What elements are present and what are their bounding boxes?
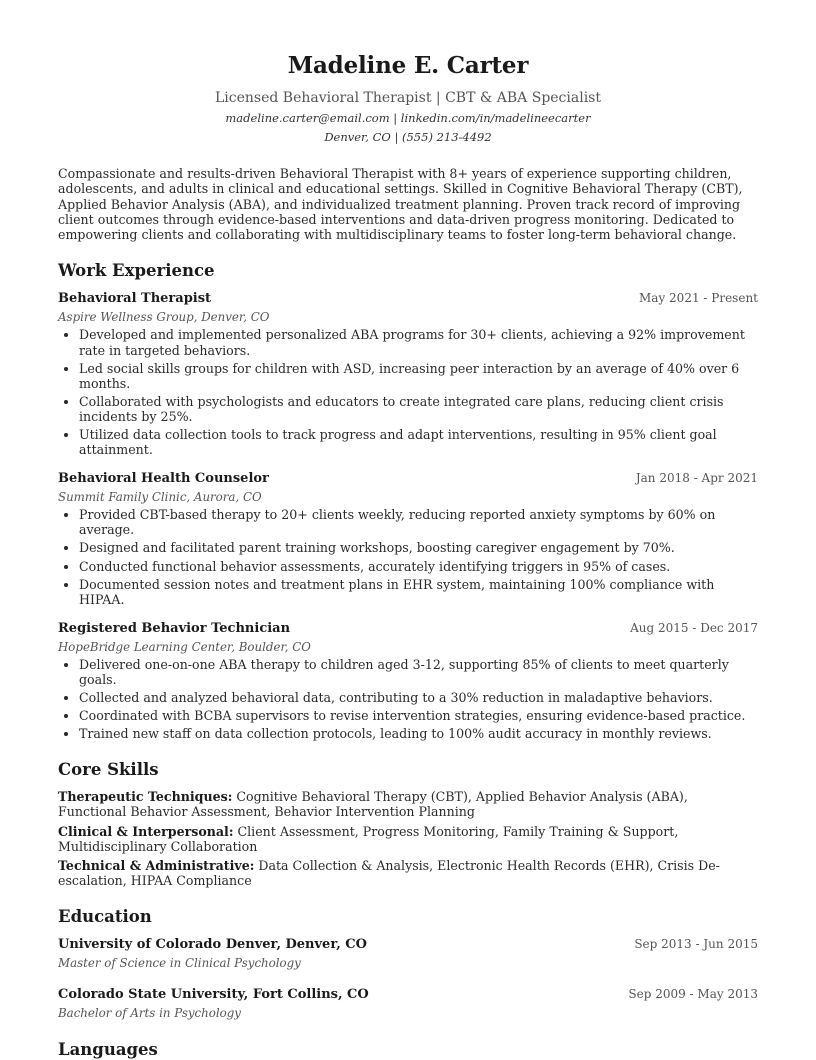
job-bullet-list [58, 327, 758, 457]
skill-group [58, 824, 758, 854]
job-bullet-list [58, 507, 758, 607]
job-entry [58, 290, 758, 457]
contact-line-location-phone: Denver, CO | (555) 213-4492 [324, 130, 492, 144]
candidate-subtitle: Licensed Behavioral Therapist | CBT & ABA Specialist [215, 90, 601, 106]
job-dates: Aug 2015 - Dec 2017 [630, 620, 758, 635]
languages-heading: Languages [58, 1040, 158, 1060]
skill-category: Therapeutic Techniques: [58, 789, 233, 805]
job-dates: May 2021 - Present [639, 291, 758, 306]
education-degree: Bachelor of Arts in Psychology [58, 1006, 241, 1021]
job-dates: Jan 2018 - Apr 2021 [635, 471, 758, 486]
job-bullet-list [58, 657, 758, 741]
education-entry [58, 936, 758, 971]
work-experience-heading: Work Experience [58, 261, 215, 281]
job-organization: Summit Family Clinic, Aurora, CO [58, 490, 262, 505]
contact-line-email-linkedin: madeline.carter@email.com | linkedin.com/in/madelineecarter [225, 111, 591, 125]
job-title: Behavioral Health Counselor [58, 471, 269, 487]
job-bullet: • Collaborated with psychologists and educators to create integrated care plans, reducing client crisis incidents by 25%. [79, 394, 758, 424]
job-bullet: • Developed and implemented personalized ABA programs for 30+ clients, achieving a 92% improvement rate in targeted behaviors. [79, 327, 758, 357]
job-bullet: • Designed and facilitated parent training workshops, boosting caregiver engagement by 70%. [79, 540, 758, 555]
job-organization: Aspire Wellness Group, Denver, CO [58, 310, 270, 325]
job-bullet: • Provided CBT-based therapy to 20+ clients weekly, reducing reported anxiety symptoms by 60% on average. [79, 507, 758, 537]
job-title: Behavioral Therapist [58, 291, 212, 307]
job-bullet: • Utilized data collection tools to track progress and adapt interventions, resulting in 95% client goal attainment. [79, 427, 758, 457]
job-title: Registered Behavior Technician [58, 620, 291, 636]
job-bullet: • Coordinated with BCBA supervisors to revise intervention strategies, ensuring evidence-based practice. [79, 708, 758, 723]
core-skills-heading: Core Skills [58, 760, 159, 780]
skill-list: Cognitive Behavioral Therapy (CBT), Applied Behavior Analysis (ABA), Functional Behavior Assessment, Behavior Intervention Planning [58, 789, 688, 820]
education-school: University of Colorado Denver, Denver, CO [58, 937, 367, 953]
education-dates: Sep 2013 - Jun 2015 [634, 937, 758, 952]
education-dates: Sep 2009 - May 2013 [628, 987, 758, 1002]
resume-header [58, 0, 758, 145]
skill-group [58, 789, 758, 819]
skill-category: Technical & Administrative: [58, 858, 255, 874]
job-bullet: • Delivered one-on-one ABA therapy to children aged 3-12, supporting 85% of clients to meet quarterly goals. [79, 657, 758, 687]
education-heading: Education [58, 907, 152, 927]
job-bullet: • Collected and analyzed behavioral data, contributing to a 30% reduction in maladaptive behaviors. [79, 690, 758, 705]
skill-group [58, 858, 758, 888]
skill-category: Clinical & Interpersonal: [58, 823, 234, 839]
professional-summary: Compassionate and results-driven Behavioral Therapist with 8+ years of experience supporting children, adolescents, and adults in clinical and educational settings. Skilled in Cognitive Behavioral Therapy (CBT), Applied Behavior Analysis (ABA), and individualized treatment planning. Proven track record of improving client outcomes through evidence-based interventions and data-driven progress monitoring. Dedicated to empowering clients and collaborating with multidisciplinary teams to foster long-term behavioral change. [58, 166, 743, 243]
skill-list: Client Assessment, Progress Monitoring, Family Training & Support, Multidisciplinary Collaboration [58, 823, 679, 854]
education-degree: Master of Science in Clinical Psychology [58, 956, 301, 971]
job-bullet: • Conducted functional behavior assessments, accurately identifying triggers in 95% of cases. [79, 559, 758, 574]
job-bullet: • Documented session notes and treatment plans in EHR system, maintaining 100% compliance with HIPAA. [79, 577, 758, 607]
job-bullet: • Led social skills groups for children with ASD, increasing peer interaction by an average of 40% over 6 months. [79, 361, 758, 391]
education-school: Colorado State University, Fort Collins, CO [58, 987, 369, 1003]
candidate-name: Madeline E. Carter [287, 52, 529, 79]
job-entry [58, 470, 758, 607]
job-bullet: • Trained new staff on data collection protocols, leading to 100% audit accuracy in monthly reviews. [79, 726, 758, 741]
job-entry [58, 620, 758, 741]
job-organization: HopeBridge Learning Center, Boulder, CO [58, 639, 311, 654]
education-entry [58, 986, 758, 1021]
skill-list: Data Collection & Analysis, Electronic Health Records (EHR), Crisis De-escalation, HIPAA Compliance [58, 858, 720, 889]
